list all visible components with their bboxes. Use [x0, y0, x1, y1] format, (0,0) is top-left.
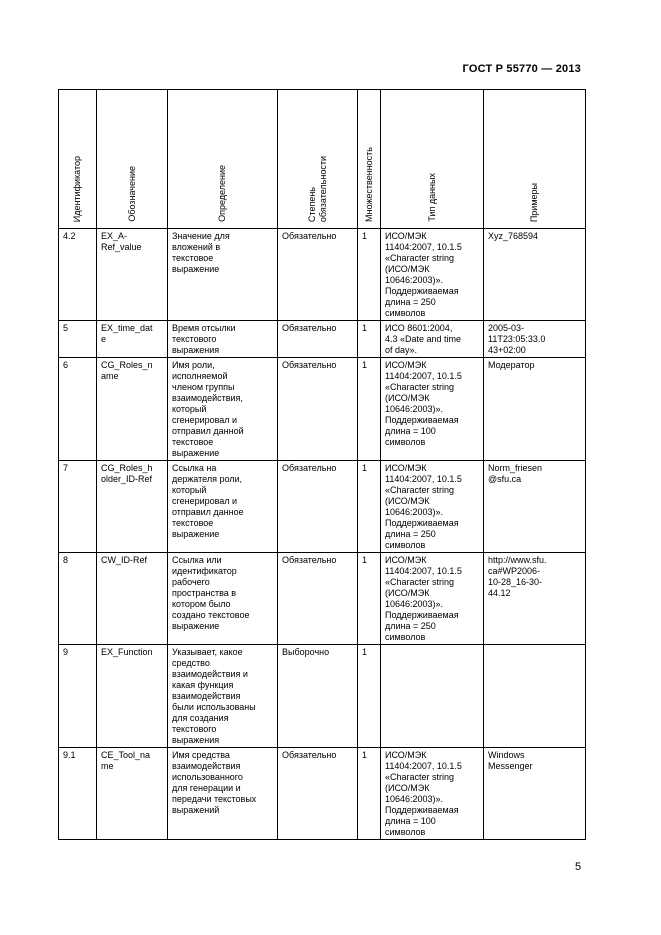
cell-example: 2005-03- 11T23:05:33.0 43+02:00 [484, 321, 586, 358]
cell-datatype: ИСО/МЭК 11404:2007, 10.1.5 «Character string (ИСО/МЭК 10646:2003)». Поддерживаемая длина = 100 символов [381, 748, 484, 840]
table-body [59, 229, 586, 840]
attributes-table [58, 89, 586, 840]
cell-multiplicity: 1 [358, 229, 381, 321]
cell-identifier: 8 [59, 553, 97, 645]
cell-designation: EX_time_dat e [97, 321, 168, 358]
cell-obligation: Обязательно [278, 358, 358, 461]
cell-definition: Имя средства взаимодействия использованного для генерации и передачи текстовых выражений [168, 748, 278, 840]
cell-definition: Время отсылки текстового выражения [168, 321, 278, 358]
column-header-definition: Определение [168, 90, 278, 229]
cell-identifier: 9 [59, 645, 97, 748]
cell-definition: Указывает, какое средство взаимодействия и какая функция взаимодействия были использованы для создания текстового выражения [168, 645, 278, 748]
column-header-examples: Примеры [484, 90, 586, 229]
cell-datatype: ИСО/МЭК 11404:2007, 10.1.5 «Character string (ИСО/МЭК 10646:2003)». Поддерживаемая длина = 100 символов [381, 358, 484, 461]
page-number: 5 [575, 861, 582, 873]
cell-definition: Ссылка на держателя роли, который сгенерировал и отправил данное текстовое выражение [168, 461, 278, 553]
column-header-multiplicity: Множественность [358, 90, 381, 229]
column-header-datatype: Тип данных [381, 90, 484, 229]
cell-obligation: Обязательно [278, 229, 358, 321]
cell-multiplicity: 1 [358, 748, 381, 840]
cell-datatype: ИСО/МЭК 11404:2007, 10.1.5 «Character string (ИСО/МЭК 10646:2003)». Поддерживаемая длина = 250 символов [381, 461, 484, 553]
cell-identifier: 9.1 [59, 748, 97, 840]
cell-designation: EX_Function [97, 645, 168, 748]
table-row [59, 229, 586, 321]
cell-example: Norm_friesen @sfu.ca [484, 461, 586, 553]
cell-datatype [381, 645, 484, 748]
cell-example: Xyz_768594 [484, 229, 586, 321]
cell-datatype: ИСО/МЭК 11404:2007, 10.1.5 «Character string (ИСО/МЭК 10646:2003)». Поддерживаемая длина = 250 символов [381, 553, 484, 645]
table-row [59, 461, 586, 553]
cell-obligation: Обязательно [278, 748, 358, 840]
table-row [59, 748, 586, 840]
cell-example: Модератор [484, 358, 586, 461]
cell-datatype: ИСО/МЭК 11404:2007, 10.1.5 «Character string (ИСО/МЭК 10646:2003)». Поддерживаемая длина = 250 символов [381, 229, 484, 321]
cell-identifier: 4.2 [59, 229, 97, 321]
cell-multiplicity: 1 [358, 321, 381, 358]
cell-obligation: Обязательно [278, 553, 358, 645]
table-row [59, 553, 586, 645]
cell-identifier: 7 [59, 461, 97, 553]
table-header-row [59, 90, 586, 229]
cell-multiplicity: 1 [358, 358, 381, 461]
cell-designation: CG_Roles_n ame [97, 358, 168, 461]
cell-identifier: 6 [59, 358, 97, 461]
cell-definition: Имя роли, исполняемой членом группы взаимодействия, который сгенерировал и отправил данной текстовое выражение [168, 358, 278, 461]
cell-datatype: ИСО 8601:2004, 4.3 «Date and time of day». [381, 321, 484, 358]
cell-multiplicity: 1 [358, 553, 381, 645]
cell-example: Windows Messenger [484, 748, 586, 840]
column-header-obligation: Степень обязательности [278, 90, 358, 229]
cell-example [484, 645, 586, 748]
table-row [59, 645, 586, 748]
cell-designation: CG_Roles_h older_ID-Ref [97, 461, 168, 553]
cell-designation: EX_A- Ref_value [97, 229, 168, 321]
cell-designation: CW_ID-Ref [97, 553, 168, 645]
table-row [59, 321, 586, 358]
cell-definition: Значение для вложений в текстовое выражение [168, 229, 278, 321]
cell-multiplicity: 1 [358, 461, 381, 553]
cell-obligation: Выборочно [278, 645, 358, 748]
cell-obligation: Обязательно [278, 321, 358, 358]
cell-obligation: Обязательно [278, 461, 358, 553]
cell-example: http://www.sfu. ca#WP2006- 10-28_16-30- 44.12 [484, 553, 586, 645]
column-header-designation: Обозначение [97, 90, 168, 229]
cell-identifier: 5 [59, 321, 97, 358]
document-standard-header: ГОСТ Р 55770 — 2013 [462, 63, 581, 75]
table-row [59, 358, 586, 461]
cell-multiplicity: 1 [358, 645, 381, 748]
cell-definition: Ссылка или идентификатор рабочего пространства в котором было создано текстовое выражение [168, 553, 278, 645]
cell-designation: CE_Tool_na me [97, 748, 168, 840]
column-header-identifier: Идентификатор [59, 90, 97, 229]
